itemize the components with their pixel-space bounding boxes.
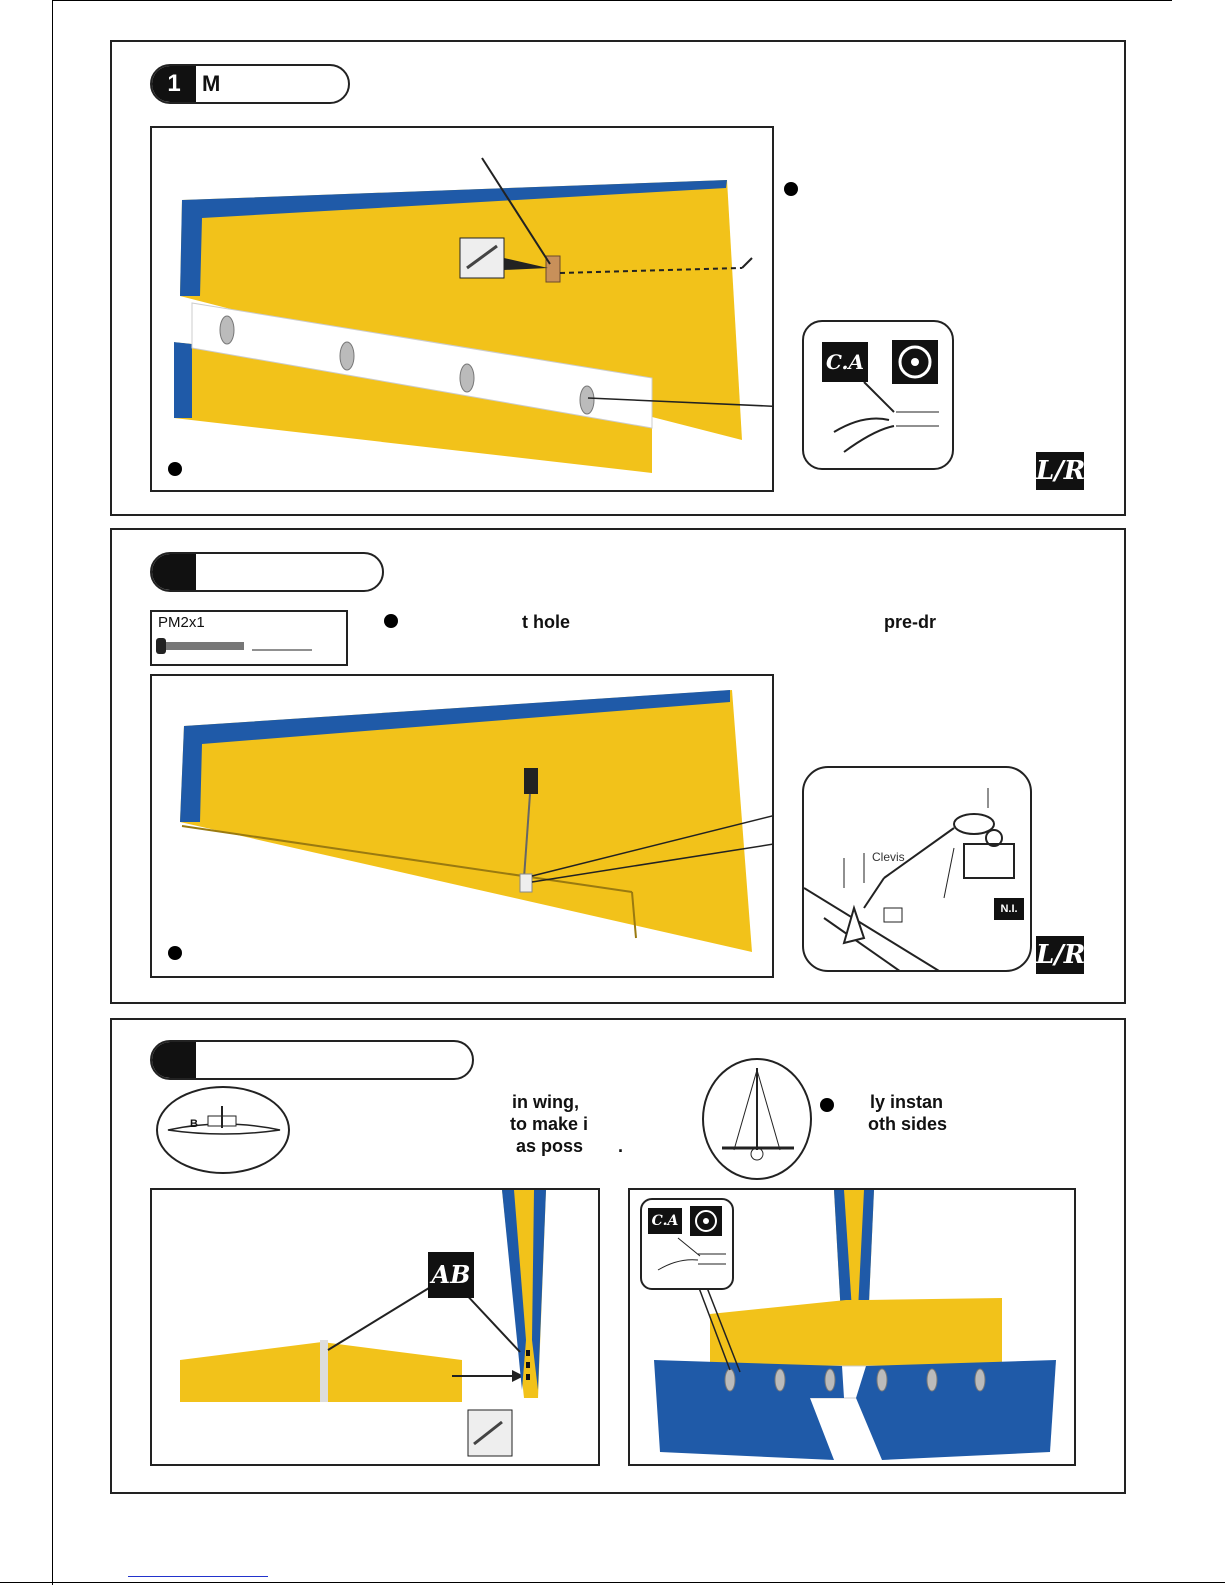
- step3-text-left-1: in wing,: [512, 1092, 579, 1112]
- wing-servo-illustration: [152, 676, 774, 978]
- tail-front-diagram: [702, 1058, 812, 1180]
- step3-number: [152, 1042, 196, 1078]
- step3-bullet-right: [820, 1098, 834, 1112]
- step3-ca-callout: [640, 1198, 734, 1290]
- step1-panel: [110, 40, 1126, 516]
- step3-text-left-3: as poss: [516, 1136, 584, 1156]
- step1-lr-tag: L/R: [1036, 452, 1084, 490]
- ca-glue-icon: C.A: [822, 342, 868, 382]
- step2-wing-photo: [150, 674, 774, 978]
- step2-bullet-bottom: [168, 946, 182, 960]
- ca-glue-icon-small: C.A: [648, 1208, 682, 1234]
- step2-note-a: t hole: [522, 612, 570, 632]
- footer-link-underline[interactable]: [128, 1576, 268, 1577]
- step1-bullet-right: [784, 182, 798, 196]
- step3-text-right-1: ly instan: [870, 1092, 944, 1112]
- step2-bullet-note: [384, 614, 398, 628]
- step1-number: 1: [152, 66, 196, 102]
- page-bottom-rule: [0, 1582, 1225, 1583]
- screw-icon: [152, 612, 346, 664]
- clevis-label: Clevis: [872, 850, 905, 864]
- servo-linkage-diagram: [804, 768, 1032, 972]
- page-top-rule: [52, 0, 1172, 1]
- step3-stab-photo: [150, 1188, 600, 1466]
- step2-panel: [110, 528, 1126, 1004]
- step3-text-right-2: oth sides: [868, 1114, 948, 1134]
- step2-note-b: pre-dr: [884, 612, 937, 632]
- step1-bullet-bottom: [168, 462, 182, 476]
- step3-panel: [110, 1018, 1126, 1494]
- step3-header: [150, 1040, 474, 1080]
- hardware-box: [150, 610, 348, 666]
- hardware-label: PM2x1: [158, 614, 205, 631]
- wing-aileron-illustration: [152, 128, 774, 492]
- step2-header: [150, 552, 384, 592]
- step3-text-left-2: to make i: [510, 1114, 589, 1134]
- stab-insert-illustration: [152, 1190, 600, 1466]
- diagram-b-label: B: [190, 1118, 198, 1130]
- step1-header: [150, 64, 350, 104]
- ab-glue-icon: AB: [428, 1252, 474, 1298]
- step1-wing-photo: [150, 126, 774, 492]
- step2-lr-tag: L/R: [1036, 936, 1084, 974]
- step2-servo-callout: [802, 766, 1032, 972]
- step1-ca-callout: [802, 320, 954, 470]
- page-left-rule: [52, 0, 53, 1585]
- step1-title: M: [202, 71, 221, 96]
- step3-elevator-photo: [628, 1188, 1076, 1466]
- step2-number: [152, 554, 196, 590]
- stab-alignment-diagram: [156, 1086, 290, 1174]
- step3-text-left-dot: .: [618, 1136, 624, 1156]
- ni-tag: N.I.: [994, 898, 1024, 920]
